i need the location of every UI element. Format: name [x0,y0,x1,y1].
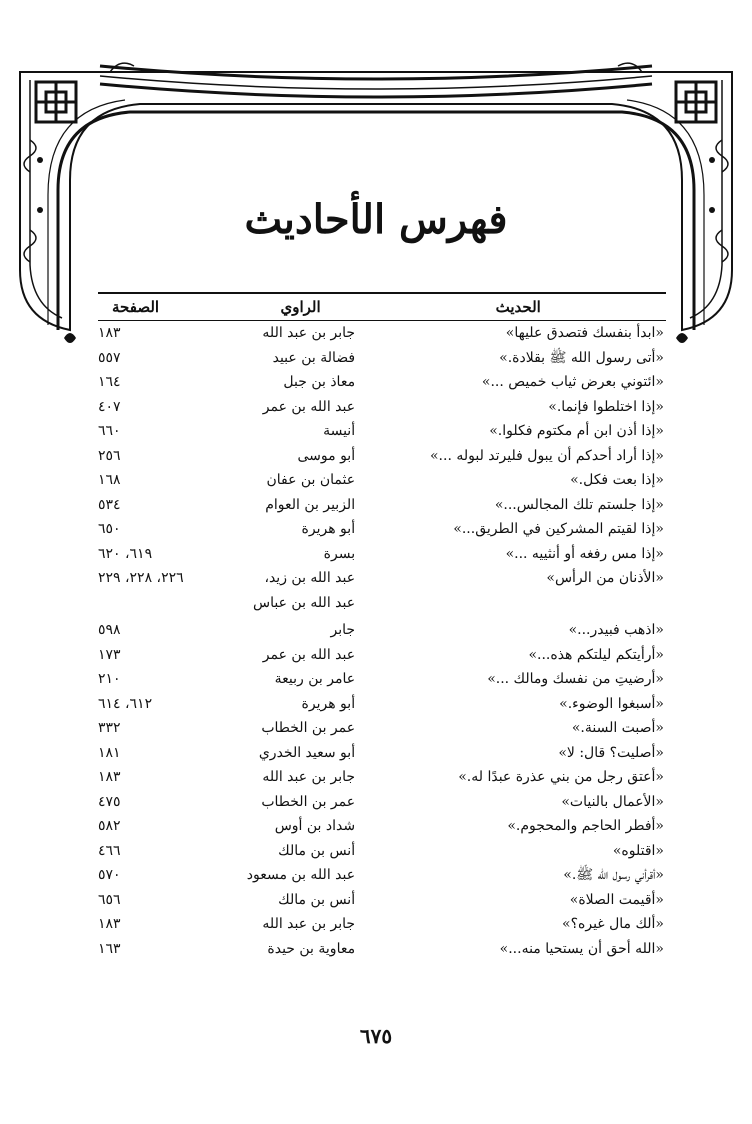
table-row [98,346,666,371]
page-ref: ١٨٣ [98,325,121,341]
hadith-text: «إذا أراد أحدكم أن يبول فليرتد لبوله ...» [429,447,664,464]
narrator-cell [218,321,356,346]
narrator-name: أبو موسى [297,447,356,464]
narrator-cell [218,517,356,542]
header-page: الصفحة [112,298,160,316]
table-row [98,643,666,668]
hadith-text: «أصبت السنة.» [571,720,664,736]
hadith-text: «الله أحق أن يستحيا منه...» [499,940,664,957]
table-row [98,444,666,469]
page-number: ٦٧٥ [359,1024,393,1048]
narrator-cell [218,370,356,395]
page-ref: ٤٠٧ [98,398,121,415]
page-ref: ١٦٤ [98,374,121,390]
hadith-text: «إذا لقيتم المشركين في الطريق...» [453,521,664,537]
narrator-name: عبد الله بن عباس [253,594,356,611]
page-ref: ١٦٣ [98,940,121,957]
hadith-text: «إذا أذن ابن أم مكتوم فكلوا.» [489,423,664,439]
page-ref: ٤٦٦ [98,842,121,859]
narrator-name: أبو سعيد الخدري [258,744,356,761]
narrator-cell [218,692,356,717]
narrator-name: الزبير بن العوام [265,496,356,513]
narrator-name: عثمان بن عفان [266,472,356,488]
page-ref: ١٨٣ [98,916,121,932]
narrator-cell [218,863,356,888]
narrator-cell [218,765,356,790]
narrator-name: بسرة [323,545,356,562]
table-row [98,863,666,888]
page-ref: ١٨١ [98,744,121,761]
narrator-cell [218,741,356,766]
narrator-name: عبد الله بن زيد، [264,570,356,586]
narrator-name: عبد الله بن عمر [262,398,356,415]
table-row [98,716,666,741]
hadith-text: «الأعمال بالنيات» [561,793,664,810]
narrator-cell [218,912,356,937]
hadith-text: «أصليت؟ قال: لا» [558,744,664,761]
table-body [98,321,666,961]
narrator-name: عبد الله بن مسعود [246,867,356,883]
page-ref: ٦٥٠ [98,521,121,537]
page-ref: ٥٣٤ [98,496,121,513]
narrator-cell [218,618,356,643]
narrator-name: عمر بن الخطاب [261,720,356,736]
narrator-name: جابر بن عبد الله [262,325,356,341]
narrator-name: أنس بن مالك [278,891,356,908]
narrator-cell [218,566,356,615]
hadith-text: «إذا جلستم تلك المجالس...» [494,496,664,513]
table-row [98,912,666,937]
table-row [98,566,666,615]
page-ref: ٣٣٢ [98,720,121,736]
narrator-name: عمر بن الخطاب [261,793,356,810]
page-ref: ١٧٣ [98,646,121,663]
hadith-text: «أسبغوا الوضوء.» [559,695,664,712]
narrator-cell [218,643,356,668]
hadith-text: «ائتوني بعرض ثياب خميص ...» [481,374,664,390]
hadith-text: «أقرأني رسول الله ﷺ.» [563,867,664,883]
hadith-text: «ابدأ بنفسك فتصدق عليها» [505,325,664,341]
table-row [98,814,666,839]
table-row [98,937,666,962]
page-ref: ٦٥٦ [98,891,121,908]
narrator-cell [218,716,356,741]
hadith-text: «أعتق رجل من بني عذرة عبدًا له.» [458,769,664,785]
header-narrator: الراوي [280,298,321,316]
narrator-name: أنيسة [323,423,356,439]
hadith-text: «أرأيتكم ليلتكم هذه...» [528,646,664,663]
narrator-cell [218,419,356,444]
narrator-cell [218,937,356,962]
narrator-name: معاذ بن جبل [283,374,356,390]
narrator-name: جابر [330,622,356,638]
page-ref: ٦٦٠ [98,423,121,439]
narrator-cell [218,346,356,371]
table-row [98,419,666,444]
page-ref: ٢٢٦، ٢٢٨، ٢٢٩ [98,570,184,586]
table-row [98,618,666,643]
narrator-cell [218,493,356,518]
hadith-text: «إذا مس رفغه أو أنثييه ...» [505,545,664,562]
narrator-name: معاوية بن حيدة [267,940,356,957]
narrator-cell [218,468,356,493]
table-row [98,468,666,493]
narrator-name: فضالة بن عبيد [272,349,356,366]
narrator-name: أنس بن مالك [278,842,356,859]
hadith-text: «أتى رسول الله ﷺ بقلادة.» [499,349,664,366]
page-ref: ١٦٨ [98,472,121,488]
narrator-name: جابر بن عبد الله [262,769,356,785]
page-ref: ٥٥٧ [98,349,121,366]
narrator-cell [218,790,356,815]
page-ref: ٥٩٨ [98,622,121,638]
page-title: فهرس الأحاديث [244,196,508,243]
hadith-text: «ألك مال غيره؟» [562,916,664,932]
narrator-name: عبد الله بن عمر [262,646,356,663]
hadith-text: «اقتلوه» [612,842,664,859]
narrator-name: جابر بن عبد الله [262,916,356,932]
page-ref: ٤٧٥ [98,793,121,810]
page-ref: ٥٧٠ [98,867,121,883]
narrator-name: عامر بن ربيعة [274,671,356,687]
table-row [98,888,666,913]
table-row [98,517,666,542]
page-ref: ٥٨٢ [98,818,121,834]
hadith-text: «أقيمت الصلاة» [569,891,664,908]
narrator-name: أبو هريرة [301,695,356,712]
table-row [98,370,666,395]
narrator-cell [218,542,356,567]
narrator-cell [218,888,356,913]
header-hadith: الحديث [495,298,541,316]
hadith-text: «إذا اختلطوا فإنما.» [548,398,664,415]
hadith-index-table [98,292,666,961]
page-ref: ١٨٣ [98,769,121,785]
narrator-cell [218,814,356,839]
page-ref: ٦١٩، ٦٢٠ [98,545,153,562]
hadith-text: «أفطر الحاجم والمحجوم.» [507,818,664,834]
hadith-text: «أرضيتِ من نفسك ومالك ...» [487,671,664,687]
table-row [98,667,666,692]
narrator-cell [218,667,356,692]
table-row [98,765,666,790]
page-ref: ٦١٢، ٦١٤ [98,695,153,712]
narrator-cell [218,395,356,420]
page-ref: ٢١٠ [98,671,121,687]
table-row [98,542,666,567]
table-row [98,321,666,346]
table-row [98,741,666,766]
narrator-cell [218,444,356,469]
hadith-text: «الأذنان من الرأس» [546,570,664,586]
table-row [98,493,666,518]
table-header [98,292,666,321]
table-row [98,692,666,717]
table-row [98,839,666,864]
narrator-name: شداد بن أوس [274,818,356,834]
table-row [98,790,666,815]
hadith-text: «اذهب فبيدر...» [568,622,664,638]
table-row [98,395,666,420]
page-ref: ٢٥٦ [98,447,121,464]
narrator-name: أبو هريرة [301,521,356,537]
narrator-cell [218,839,356,864]
hadith-text: «إذا بعت فكل.» [570,472,664,488]
